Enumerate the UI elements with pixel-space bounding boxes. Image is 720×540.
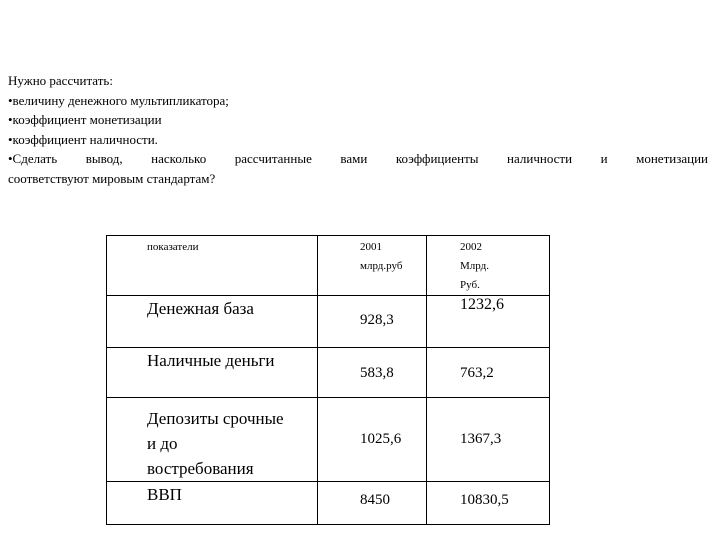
task-line-4: •коэффициент наличности. xyxy=(8,131,158,147)
row-value-2001 xyxy=(318,482,427,525)
header-indicators: показатели xyxy=(147,241,199,253)
task-line-1: Нужно рассчитать: xyxy=(8,73,113,88)
value-2002: 763,2 xyxy=(460,365,494,381)
header-cell-2002 xyxy=(427,236,550,296)
value-2001: 8450 xyxy=(360,492,390,508)
row-label-cell xyxy=(107,398,318,482)
row-value-2001 xyxy=(318,296,427,348)
task-line-3: •коэффициент монетизации xyxy=(8,112,162,128)
table-row xyxy=(107,482,550,525)
value-2002: 1367,3 xyxy=(460,431,502,447)
data-table xyxy=(106,235,546,525)
value-2001: 928,3 xyxy=(360,312,394,328)
value-2001: 583,8 xyxy=(360,365,394,381)
table-row xyxy=(107,398,550,482)
task-line-2: •величину денежного мультипликатора; xyxy=(8,92,229,108)
row-label: Наличные деньги xyxy=(147,351,275,370)
task-line-5: •Сделать вывод, насколько рассчитанные вами коэффициенты наличности и монетизации xyxy=(8,151,708,167)
task-text xyxy=(8,71,708,189)
table-row xyxy=(107,348,550,398)
header-2001-year: 2001 xyxy=(360,241,382,253)
value-2002: 10830,5 xyxy=(460,492,509,508)
table-header-row xyxy=(107,236,550,296)
row-value-2001 xyxy=(318,348,427,398)
task-line-6: соответствуют мировым стандартам? xyxy=(8,170,216,186)
header-2002-year: 2002 xyxy=(460,241,482,253)
value-2001: 1025,6 xyxy=(360,431,402,447)
row-label-cell xyxy=(107,348,318,398)
row-label-cell xyxy=(107,296,318,348)
row-value-2001 xyxy=(318,398,427,482)
row-value-2002 xyxy=(427,348,550,398)
row-value-2002 xyxy=(427,398,550,482)
row-value-2002 xyxy=(427,482,550,525)
row-label: Денежная база xyxy=(147,299,254,318)
header-2001-unit: млрд.руб xyxy=(360,260,403,272)
row-label-line: Депозиты срочные xyxy=(147,409,284,428)
row-label-multiline xyxy=(107,398,317,481)
header-cell-indicators xyxy=(107,236,318,296)
row-value-2002 xyxy=(427,296,550,348)
header-2002-unit2: Руб. xyxy=(460,279,480,291)
row-label: ВВП xyxy=(147,485,182,504)
row-label-line: востребования xyxy=(147,459,254,478)
row-label-cell xyxy=(107,482,318,525)
header-cell-2001 xyxy=(318,236,427,296)
table-row xyxy=(107,296,550,348)
value-2002: 1232,6 xyxy=(460,296,504,313)
row-label-line: и до xyxy=(147,434,178,453)
header-2002-unit: Млрд. xyxy=(460,260,489,272)
